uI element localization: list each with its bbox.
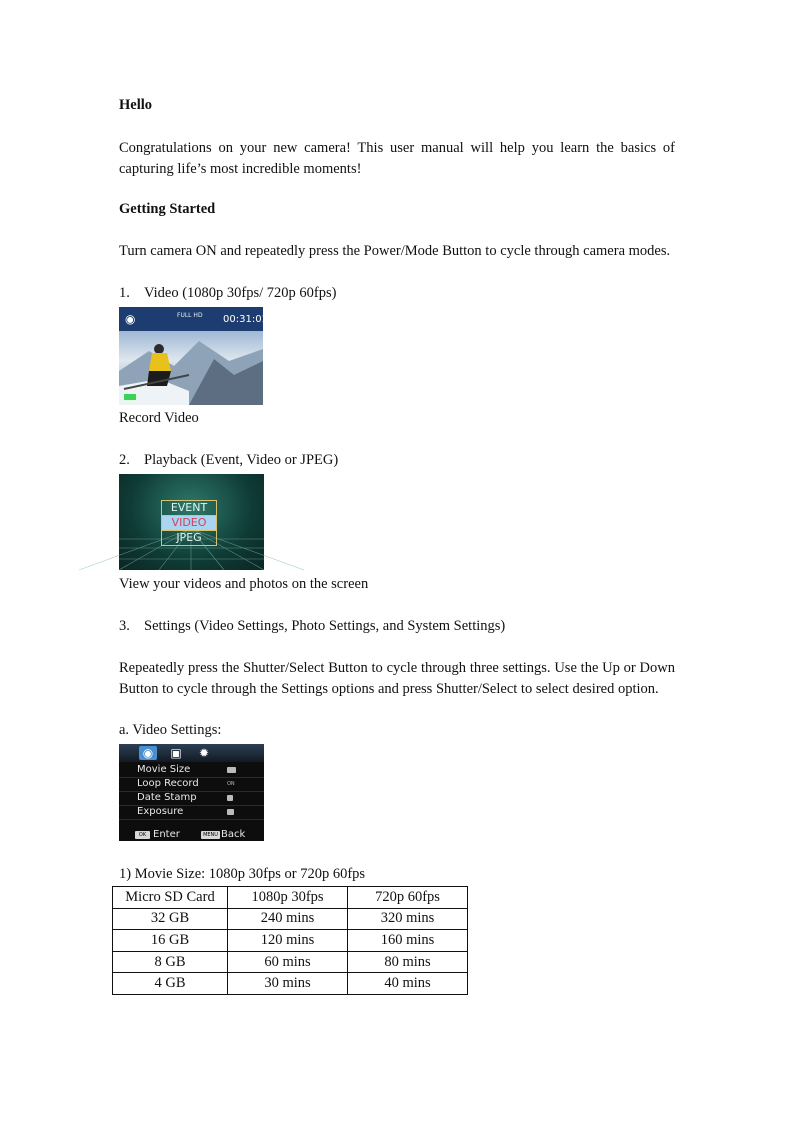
- back-label: Back: [221, 829, 246, 840]
- table-header-row: [113, 887, 468, 909]
- settings-footer: [119, 830, 264, 841]
- playback-screen: [119, 474, 264, 570]
- table-row: [113, 930, 468, 952]
- settings-row-label: Loop Record: [137, 778, 199, 789]
- playback-menu: [161, 500, 217, 546]
- loop-record-icon: ON: [227, 781, 235, 787]
- enter-label: Enter: [153, 829, 180, 840]
- exposure-icon: [227, 809, 234, 815]
- photo-camera-icon[interactable]: ▣: [170, 746, 182, 760]
- item2-caption: View your videos and photos on the screen: [119, 576, 369, 592]
- intro-paragraph: Congratulations on your new camera! This user manual will help you learn the basics of capturing life’s most incredible moments!: [119, 140, 675, 177]
- mountain-illustration: [119, 331, 263, 405]
- settings-row-label: Date Stamp: [137, 792, 197, 803]
- table-cell: 40 mins: [348, 973, 468, 995]
- video-settings-screen: [119, 744, 264, 841]
- ski-photo: [119, 331, 263, 405]
- table-cell: 80 mins: [348, 951, 468, 973]
- table-cell: 8 GB: [113, 951, 228, 973]
- table-cell: 120 mins: [228, 930, 348, 952]
- settings-tabs: [119, 744, 264, 762]
- video-camera-icon[interactable]: ◉: [139, 746, 157, 760]
- item1-number: 1.: [119, 285, 130, 301]
- menu-button[interactable]: MENU: [201, 831, 220, 839]
- settings-row-label: Movie Size: [137, 764, 191, 775]
- getting-started-heading: Getting Started: [119, 201, 216, 217]
- item1-title: Video (1080p 30fps/ 720p 60fps): [144, 285, 337, 301]
- gear-icon[interactable]: ✹: [198, 746, 210, 760]
- table-cell: 16 GB: [113, 930, 228, 952]
- movie-size-icon: [227, 767, 236, 773]
- table-row: [113, 908, 468, 930]
- table-cell: 60 mins: [228, 951, 348, 973]
- table-cell: 30 mins: [228, 973, 348, 995]
- video-settings-label: a. Video Settings:: [119, 722, 222, 738]
- table-cell: 32 GB: [113, 908, 228, 930]
- item3-number: 3.: [119, 618, 130, 634]
- table-cell: 320 mins: [348, 908, 468, 930]
- playback-option-event[interactable]: EVENT: [161, 500, 217, 515]
- table-row: [113, 951, 468, 973]
- hello-heading: Hello: [119, 97, 153, 113]
- record-time: 00:31:01: [223, 314, 268, 325]
- table-cell: 160 mins: [348, 930, 468, 952]
- date-stamp-icon: [227, 795, 233, 801]
- settings-paragraph: Repeatedly press the Shutter/Select Button to cycle through three settings. Use the Up or Down Button to cycle through the Settings options and press Shutter/Select to select desired option.: [119, 660, 675, 697]
- video-mode-screen: [119, 307, 268, 405]
- video-camera-icon: ◉: [125, 312, 136, 326]
- table-cell: 4 GB: [113, 973, 228, 995]
- table-row: [113, 973, 468, 995]
- settings-row-exposure[interactable]: [119, 805, 264, 820]
- table-header: Micro SD Card: [113, 887, 228, 909]
- settings-row-loop-record[interactable]: [119, 777, 264, 792]
- playback-option-video[interactable]: VIDEO: [161, 515, 217, 530]
- battery-icon: [123, 393, 137, 401]
- settings-row-date-stamp[interactable]: [119, 791, 264, 806]
- table-cell: 240 mins: [228, 908, 348, 930]
- table-header: 720p 60fps: [348, 887, 468, 909]
- settings-row-label: Exposure: [137, 806, 184, 817]
- item1-caption: Record Video: [119, 410, 199, 426]
- item2-number: 2.: [119, 452, 130, 468]
- ok-button[interactable]: OK: [135, 831, 150, 839]
- full-hd-badge: FULL HD: [177, 312, 203, 319]
- item3-title: Settings (Video Settings, Photo Settings, and System Settings): [144, 618, 506, 634]
- table-header: 1080p 30fps: [228, 887, 348, 909]
- playback-option-jpeg[interactable]: JPEG: [161, 530, 217, 546]
- item2-title: Playback (Event, Video or JPEG): [144, 452, 339, 468]
- recording-time-table: [112, 886, 468, 995]
- settings-row-movie-size[interactable]: [119, 763, 264, 778]
- movie-size-label: 1) Movie Size: 1080p 30fps or 720p 60fps: [119, 866, 366, 882]
- getting-started-text: Turn camera ON and repeatedly press the Power/Mode Button to cycle through camera modes.: [119, 243, 671, 259]
